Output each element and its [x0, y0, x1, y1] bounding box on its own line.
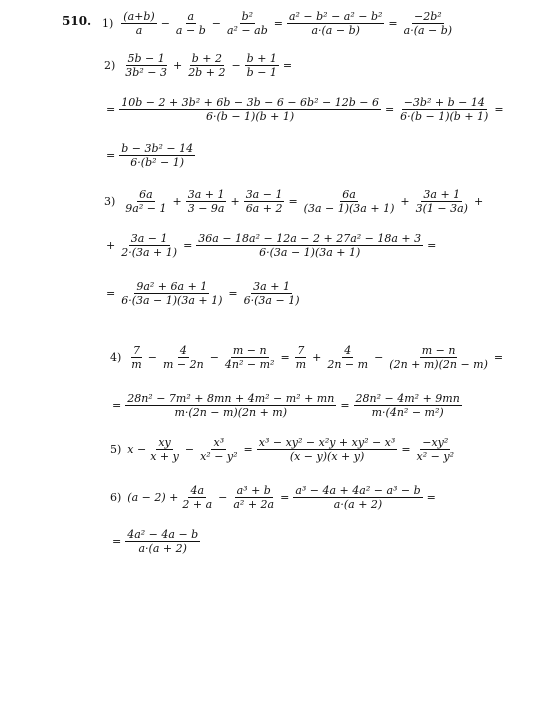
- fraction: [119, 232, 179, 259]
- numerator: 3a − 1: [130, 232, 168, 245]
- numerator: −xy²: [422, 436, 449, 449]
- denominator: m: [295, 358, 307, 371]
- fraction: [119, 142, 195, 169]
- denominator: 6·(3a − 1)(3a + 1): [259, 246, 361, 259]
- equation-line: [104, 280, 303, 307]
- numerator: 4a² − 4a − b: [127, 528, 199, 541]
- operator: =: [243, 443, 253, 456]
- fraction: [387, 344, 490, 371]
- numerator: −2b²: [414, 10, 442, 23]
- numerator: x³ − xy² − x²y + xy² − x³: [258, 436, 396, 449]
- fraction: [414, 188, 470, 215]
- fraction: [398, 96, 490, 123]
- numerator: m − n: [421, 344, 456, 357]
- item-label: 2): [104, 59, 116, 72]
- fraction: [231, 484, 276, 511]
- denominator: x² − y²: [200, 450, 238, 463]
- equation-line: [104, 142, 197, 169]
- numerator: 4: [344, 344, 352, 357]
- operator: =: [340, 399, 350, 412]
- fraction: [325, 344, 370, 371]
- denominator: a·(a + 2): [138, 542, 187, 555]
- denominator: 6·(b − 1)(b + 1): [206, 110, 295, 123]
- operator: +: [172, 59, 183, 72]
- operator: =: [388, 17, 398, 30]
- numerator: a³ + b: [236, 484, 271, 497]
- denominator: a² − ab: [226, 24, 268, 37]
- operator: =: [273, 17, 283, 30]
- operator: +: [230, 195, 240, 208]
- numerator: b²: [241, 10, 254, 23]
- denominator: a² + 2a: [233, 498, 275, 511]
- operator: =: [280, 491, 290, 504]
- operator: +: [400, 195, 410, 208]
- operator: +: [312, 351, 322, 364]
- numerator: b + 2: [191, 52, 222, 65]
- fraction: [174, 10, 208, 37]
- operator: =: [401, 443, 411, 456]
- denominator: 4n² − m²: [224, 358, 275, 371]
- operator: −: [218, 491, 228, 504]
- numerator: b − 3b² − 14: [121, 142, 194, 155]
- denominator: 6·(b² − 1): [130, 156, 185, 169]
- fraction: [123, 188, 168, 215]
- fraction: [125, 392, 336, 419]
- numerator: xy: [158, 436, 171, 449]
- operator: =: [228, 287, 238, 300]
- equation-line: [104, 188, 485, 215]
- equation-line: [110, 528, 202, 555]
- equation-line: [110, 392, 464, 419]
- fraction: [245, 52, 279, 79]
- operator: −: [160, 17, 170, 30]
- item-label: 6): [110, 491, 122, 504]
- operator: =: [384, 103, 395, 116]
- operator: −: [374, 351, 384, 364]
- operator: +: [172, 195, 182, 208]
- operator: =: [427, 239, 437, 252]
- operator: =: [112, 535, 122, 548]
- equation-line: [102, 10, 456, 37]
- fraction: [244, 188, 285, 215]
- fraction: [223, 344, 277, 371]
- numerator: m − n: [232, 344, 267, 357]
- fraction: [294, 344, 308, 371]
- fraction: [186, 52, 227, 79]
- operator: −: [184, 443, 195, 456]
- item-label: 1): [102, 17, 114, 30]
- denominator: x + y: [150, 450, 179, 463]
- operator: =: [282, 59, 293, 72]
- equation-line: [110, 344, 505, 371]
- denominator: m·(2n − m)(2n + m): [174, 406, 288, 419]
- fraction: [119, 280, 224, 307]
- item-label: 5): [110, 443, 122, 456]
- fraction: [186, 188, 227, 215]
- fraction: [302, 188, 397, 215]
- numerator: a: [187, 10, 195, 23]
- numerator: 7: [133, 344, 141, 357]
- fraction: [148, 436, 181, 463]
- equation-line: [104, 96, 506, 123]
- numerator: b + 1: [246, 52, 277, 65]
- numerator: a² − b² − a² − b²: [288, 10, 383, 23]
- numerator: −3b² + b − 14: [403, 96, 485, 109]
- denominator: 2 + a: [182, 498, 213, 511]
- denominator: 9a² − 1: [125, 202, 167, 215]
- denominator: 2·(3a + 1): [121, 246, 178, 259]
- expression-text: x −: [127, 443, 147, 456]
- denominator: 2n − m: [327, 358, 369, 371]
- denominator: (2n + m)(2n − m): [389, 358, 488, 371]
- operator: +: [106, 239, 116, 252]
- denominator: m: [131, 358, 142, 371]
- numerator: 7: [297, 344, 305, 357]
- fraction: [225, 10, 270, 37]
- fraction: [293, 484, 422, 511]
- denominator: 3b² − 3: [125, 66, 167, 79]
- denominator: b − 1: [246, 66, 277, 79]
- numerator: 28n² − 7m² + 8mn + 4m² − m² + mn: [127, 392, 335, 405]
- fraction: [257, 436, 398, 463]
- fraction: [354, 392, 462, 419]
- fraction: [119, 96, 381, 123]
- operator: =: [112, 399, 122, 412]
- numerator: 28n² − 4m² + 9mn: [355, 392, 460, 405]
- item-label: 3): [104, 195, 116, 208]
- numerator: a³ − 4a + 4a² − a³ − b: [295, 484, 421, 497]
- operator: −: [209, 351, 219, 364]
- fraction: [129, 344, 143, 371]
- operator: =: [426, 491, 436, 504]
- denominator: (x − y)(x + y): [289, 450, 365, 463]
- fraction: [242, 280, 302, 307]
- operator: =: [493, 351, 504, 364]
- denominator: a·(a + 2): [333, 498, 383, 511]
- numerator: 4a: [190, 484, 205, 497]
- numerator: 6a: [342, 188, 356, 201]
- denominator: 6·(3a − 1): [243, 294, 300, 307]
- denominator: x² − y²: [416, 450, 454, 463]
- equation-line: [110, 484, 438, 511]
- denominator: a·(a − b): [311, 24, 360, 37]
- operator: −: [211, 17, 221, 30]
- fraction: [198, 436, 239, 463]
- equation-line: [104, 52, 294, 79]
- denominator: m − 2n: [162, 358, 204, 371]
- denominator: 6·(b − 1)(b + 1): [400, 110, 489, 123]
- fraction: [161, 344, 206, 371]
- denominator: 3 − 9a: [187, 202, 225, 215]
- denominator: 2b + 2: [188, 66, 226, 79]
- operator: =: [106, 149, 116, 162]
- equation-line: [104, 232, 438, 259]
- denominator: 6a + 2: [245, 202, 283, 215]
- problem-number: 510.: [62, 14, 92, 28]
- operator: −: [231, 59, 241, 72]
- numerator: 3a + 1: [253, 280, 290, 293]
- fraction: [121, 10, 156, 37]
- denominator: 3(1 − 3a): [415, 202, 468, 215]
- operator: −: [147, 351, 157, 364]
- item-label: 4): [110, 351, 122, 364]
- denominator: a − b: [175, 24, 206, 37]
- operator: =: [106, 103, 116, 116]
- numerator: 9a² + 6a + 1: [136, 280, 208, 293]
- numerator: 5b − 1: [127, 52, 165, 65]
- fraction: [123, 52, 169, 79]
- operator: =: [288, 195, 298, 208]
- numerator: 36a − 18a² − 12a − 2 + 27a² − 18a + 3: [198, 232, 422, 245]
- denominator: a: [135, 24, 143, 37]
- fraction: [415, 436, 456, 463]
- expression-text: (a − 2) +: [127, 491, 179, 504]
- denominator: 6·(3a − 1)(3a + 1): [121, 294, 223, 307]
- fraction: [180, 484, 214, 511]
- denominator: a·(a − b): [403, 24, 453, 37]
- operator: =: [183, 239, 193, 252]
- operator: =: [106, 287, 116, 300]
- numerator: 6a: [139, 188, 153, 201]
- operator: =: [494, 103, 504, 116]
- denominator: (3a − 1)(3a + 1): [303, 202, 395, 215]
- fraction: [402, 10, 454, 37]
- numerator: 3a + 1: [423, 188, 461, 201]
- numerator: (a+b): [123, 10, 155, 23]
- numerator: x³: [213, 436, 225, 449]
- numerator: 4: [179, 344, 187, 357]
- operator: +: [473, 195, 484, 208]
- fraction: [196, 232, 423, 259]
- denominator: m·(4n² − m²): [371, 406, 444, 419]
- numerator: 3a − 1: [245, 188, 283, 201]
- numerator: 10b − 2 + 3b² + 6b − 3b − 6 − 6b² − 12b − 6: [121, 96, 379, 109]
- fraction: [125, 528, 200, 555]
- fraction: [287, 10, 384, 37]
- numerator: 3a + 1: [187, 188, 225, 201]
- equation-line: [110, 436, 458, 463]
- operator: =: [280, 351, 290, 364]
